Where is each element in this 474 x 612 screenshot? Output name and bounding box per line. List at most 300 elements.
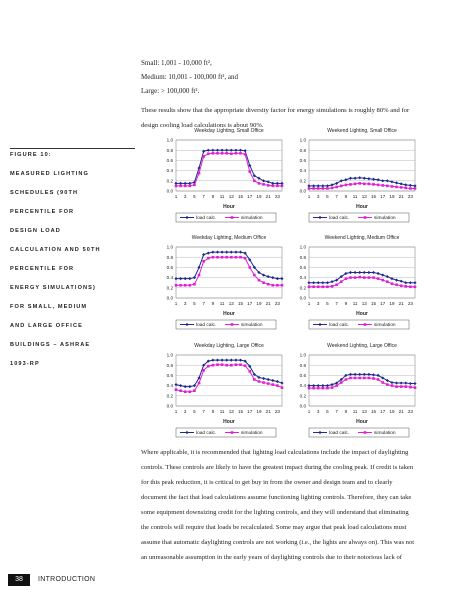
data-point-load-calc [230, 359, 233, 362]
x-tick-label: 1 [174, 194, 178, 199]
footer-section-label: INTRODUCTION [38, 576, 96, 583]
data-point-load-calc [409, 382, 412, 385]
x-tick-label: 17 [380, 194, 386, 199]
data-point-simulation [326, 285, 329, 288]
data-point-load-calc [367, 271, 370, 274]
legend-label: load calc. [329, 323, 350, 329]
size-class-large: Large: > 100,000 ft². [141, 87, 200, 95]
data-point-load-calc [220, 251, 223, 254]
data-point-simulation [404, 187, 407, 190]
x-tick-label: 15 [237, 301, 244, 306]
data-point-load-calc [267, 378, 270, 381]
data-point-simulation [335, 283, 338, 286]
y-tick-label: 0.4 [299, 383, 306, 389]
data-point-simulation [326, 187, 329, 190]
chart-title: Weekday Lighting, Large Office [194, 343, 264, 349]
data-point-simulation [400, 284, 403, 287]
series-line-load-calc [176, 150, 282, 183]
data-point-simulation [271, 284, 274, 287]
x-tick-label: 19 [389, 301, 395, 306]
x-tick-label: 11 [352, 409, 358, 414]
data-point-load-calc [367, 177, 370, 180]
data-point-simulation [322, 285, 325, 288]
series-line-simulation [176, 365, 282, 392]
x-tick-label: 1 [307, 194, 311, 199]
data-point-simulation [322, 187, 325, 190]
x-tick-label: 17 [247, 409, 253, 414]
data-point-simulation [326, 387, 329, 390]
data-point-simulation [179, 185, 182, 188]
data-point-load-calc [216, 359, 219, 362]
caption-line: CALCULATION AND 50TH [10, 247, 101, 253]
x-tick-label: 17 [247, 194, 253, 199]
data-point-load-calc [413, 184, 416, 187]
data-point-simulation [386, 185, 389, 188]
data-point-simulation [207, 257, 210, 260]
y-tick-label: 0.0 [299, 295, 306, 301]
closing-line: assume that automatic daylighting controls are not working (i.e., the lights are always on). This was not [141, 539, 415, 546]
data-point-simulation [368, 183, 371, 186]
x-tick-label: 5 [193, 409, 196, 414]
closing-line: controls. These controls are likely to have the greatest impact during the cooling peak. If credit is taken [141, 464, 414, 471]
x-tick-label: 9 [344, 301, 348, 306]
y-tick-label: 0.4 [166, 168, 173, 174]
data-point-simulation [184, 284, 187, 287]
data-point-simulation [225, 364, 228, 367]
y-tick-label: 0.6 [166, 158, 173, 163]
data-point-simulation [221, 256, 224, 259]
data-point-simulation [193, 184, 196, 187]
data-point-simulation [258, 279, 261, 282]
data-point-simulation [221, 152, 224, 155]
y-tick-label: 1.0 [299, 352, 306, 358]
data-point-simulation [386, 280, 389, 283]
data-point-load-calc [234, 359, 237, 362]
y-tick-label: 0.8 [299, 362, 306, 368]
data-point-simulation [409, 285, 412, 288]
y-tick-label: 0.4 [166, 383, 173, 389]
x-tick-label: 15 [370, 194, 377, 199]
chart-title: Weekend Lighting, Small Office [327, 128, 397, 134]
x-tick-label: 11 [352, 194, 358, 199]
data-point-simulation [354, 377, 357, 380]
x-tick-label: 15 [370, 301, 377, 306]
data-point-simulation [308, 187, 311, 190]
data-point-load-calc [225, 251, 228, 254]
data-point-simulation [340, 280, 343, 283]
data-point-simulation [340, 185, 343, 188]
data-point-simulation [391, 282, 394, 285]
x-tick-label: 7 [335, 409, 338, 414]
data-point-simulation [216, 363, 219, 366]
data-point-load-calc [312, 184, 315, 187]
data-point-simulation [409, 187, 412, 190]
data-point-load-calc [321, 184, 324, 187]
data-point-load-calc [413, 281, 416, 284]
data-point-simulation [400, 186, 403, 189]
y-tick-label: 0.0 [166, 295, 173, 301]
data-point-simulation [235, 363, 238, 366]
data-point-simulation [281, 284, 284, 287]
y-tick-label: 1.0 [166, 137, 173, 143]
data-point-simulation [212, 256, 215, 259]
data-point-load-calc [307, 184, 310, 187]
data-point-load-calc [363, 177, 366, 180]
data-point-load-calc [330, 280, 333, 283]
caption-line: 1093-RP [10, 361, 40, 367]
data-point-simulation [358, 377, 361, 380]
y-tick-label: 0.8 [166, 147, 173, 153]
x-tick-label: 23 [407, 194, 413, 199]
x-tick-label: 21 [398, 301, 404, 306]
y-tick-label: 0.0 [299, 403, 306, 409]
data-point-simulation [345, 277, 348, 280]
x-tick-label: 21 [265, 409, 271, 414]
data-point-load-calc [326, 281, 329, 284]
x-tick-label: 7 [202, 409, 205, 414]
series-line-load-calc [309, 374, 415, 385]
data-point-simulation [331, 285, 334, 288]
x-tick-label: 13 [228, 194, 234, 199]
x-tick-label: 15 [237, 194, 244, 199]
y-tick-label: 0.6 [166, 265, 173, 270]
y-tick-label: 0.2 [166, 393, 173, 399]
series-line-simulation [309, 277, 415, 287]
data-point-simulation [230, 364, 233, 367]
chart-title: Weekday Lighting, Small Office [194, 128, 264, 134]
data-point-load-calc [239, 149, 242, 152]
y-tick-label: 0.2 [299, 285, 306, 291]
y-tick-label: 0.8 [166, 362, 173, 368]
closing-line: an unreasonable assumption in the early years of daylighting controls due to their notorious lack of [141, 554, 402, 561]
data-point-load-calc [174, 182, 177, 185]
y-tick-label: 0.6 [299, 158, 306, 163]
x-tick-label: 1 [174, 409, 178, 414]
caption-line: FIGURE 10: [10, 152, 52, 158]
data-point-simulation [395, 385, 398, 388]
x-tick-label: 9 [211, 409, 215, 414]
data-point-simulation [381, 381, 384, 384]
data-point-simulation [391, 185, 394, 188]
data-point-simulation [349, 183, 352, 186]
data-point-load-calc [280, 381, 283, 384]
data-point-load-calc [230, 149, 233, 152]
data-point-load-calc [202, 253, 205, 256]
data-point-simulation [267, 184, 270, 187]
data-point-load-calc [409, 281, 412, 284]
data-point-simulation [253, 378, 256, 381]
x-tick-label: 13 [228, 301, 234, 306]
data-point-simulation [354, 276, 357, 279]
chart-weekday-small-office [160, 125, 285, 225]
data-point-load-calc [312, 384, 315, 387]
data-point-simulation [358, 276, 361, 279]
data-point-simulation [193, 389, 196, 392]
data-point-load-calc [395, 381, 398, 384]
x-tick-label: 21 [265, 301, 271, 306]
data-point-simulation [239, 256, 242, 259]
x-tick-label: 23 [274, 301, 280, 306]
data-point-simulation [267, 283, 270, 286]
data-point-simulation [281, 386, 284, 389]
y-tick-label: 1.0 [299, 137, 306, 143]
size-class-small: Small: 1,001 - 10,000 ft², [141, 59, 212, 67]
x-tick-label: 7 [335, 301, 338, 306]
data-point-simulation [308, 285, 311, 288]
x-tick-label: 3 [316, 409, 320, 414]
data-point-simulation [175, 388, 178, 391]
chart-svg [160, 340, 285, 440]
data-point-simulation [230, 256, 233, 259]
closing-line: document the fact that load calculations assume functioning lighting controls. Therefore, they can take [141, 494, 412, 501]
x-tick-label: 21 [398, 194, 404, 199]
data-point-load-calc [220, 149, 223, 152]
data-point-simulation [409, 386, 412, 389]
chart-title: Weekday Lighting, Medium Office [191, 235, 267, 241]
y-tick-label: 0.6 [166, 373, 173, 378]
data-point-load-calc [400, 381, 403, 384]
data-point-simulation [317, 285, 320, 288]
chart-weekend-medium-office [293, 232, 418, 332]
x-tick-label: 1 [307, 409, 311, 414]
x-tick-label: 19 [389, 409, 395, 414]
chart-weekend-large-office [293, 340, 418, 440]
data-point-load-calc [349, 271, 352, 274]
data-point-load-calc [211, 251, 214, 254]
data-point-load-calc [400, 182, 403, 185]
data-point-load-calc [225, 359, 228, 362]
chart-weekday-medium-office [160, 232, 285, 332]
data-point-simulation [281, 185, 284, 188]
data-point-load-calc [386, 179, 389, 182]
legend-label: simulation [374, 323, 396, 329]
data-point-simulation [253, 274, 256, 277]
data-point-simulation [202, 260, 205, 263]
y-tick-label: 0.2 [166, 285, 173, 291]
y-tick-label: 0.6 [299, 265, 306, 270]
x-tick-label: 3 [183, 301, 187, 306]
data-point-load-calc [330, 183, 333, 186]
y-tick-label: 0.6 [299, 373, 306, 378]
data-point-load-calc [184, 182, 187, 185]
data-point-simulation [184, 185, 187, 188]
data-point-load-calc [211, 359, 214, 362]
data-point-load-calc [395, 279, 398, 282]
data-point-simulation [317, 387, 320, 390]
caption-line: BUILDINGS – ASHRAE [10, 342, 91, 348]
data-point-load-calc [307, 384, 310, 387]
y-tick-label: 0.2 [166, 178, 173, 184]
data-point-simulation [377, 378, 380, 381]
data-point-simulation [235, 256, 238, 259]
data-point-simulation [198, 274, 201, 277]
data-point-simulation [340, 381, 343, 384]
data-point-simulation [414, 187, 417, 190]
caption-line: FOR SMALL, MEDIUM [10, 304, 88, 310]
chart-title: Weekend Lighting, Medium Office [324, 235, 400, 241]
data-point-load-calc [404, 281, 407, 284]
y-tick-label: 1.0 [166, 244, 173, 250]
x-tick-label: 1 [307, 301, 311, 306]
data-point-simulation [248, 370, 251, 373]
data-point-simulation [198, 382, 201, 385]
legend-label: simulation [374, 216, 396, 222]
data-point-simulation [317, 187, 320, 190]
y-tick-label: 0.0 [299, 188, 306, 194]
data-point-load-calc [326, 384, 329, 387]
data-point-load-calc [413, 382, 416, 385]
data-point-simulation [395, 186, 398, 189]
data-point-simulation [395, 283, 398, 286]
x-axis-label: Hour [223, 204, 235, 210]
x-tick-label: 9 [344, 409, 348, 414]
x-tick-label: 21 [265, 194, 271, 199]
data-point-load-calc [276, 380, 279, 383]
data-point-simulation [262, 183, 265, 186]
data-point-simulation [262, 281, 265, 284]
chart-svg [293, 232, 418, 332]
data-point-simulation [253, 180, 256, 183]
data-point-simulation [312, 387, 315, 390]
x-tick-label: 7 [202, 301, 205, 306]
data-point-simulation [175, 284, 178, 287]
data-point-load-calc [400, 280, 403, 283]
data-point-simulation [335, 186, 338, 189]
data-point-load-calc [409, 184, 412, 187]
y-tick-label: 0.0 [166, 188, 173, 194]
y-tick-label: 0.4 [166, 275, 173, 281]
data-point-load-calc [317, 384, 320, 387]
x-tick-label: 23 [274, 194, 280, 199]
data-point-simulation [258, 182, 261, 185]
data-point-simulation [193, 283, 196, 286]
data-point-simulation [230, 152, 233, 155]
x-tick-label: 5 [193, 301, 196, 306]
data-point-simulation [258, 380, 261, 383]
data-point-load-calc [179, 384, 182, 387]
data-point-simulation [372, 377, 375, 380]
x-tick-label: 15 [370, 409, 377, 414]
data-point-simulation [312, 187, 315, 190]
x-tick-label: 9 [211, 194, 215, 199]
closing-line: the controls will require that loads be recalculated. Some may argue that peak load calculations must [141, 524, 407, 531]
legend-label: load calc. [329, 216, 350, 222]
data-point-simulation [179, 284, 182, 287]
data-point-load-calc [216, 251, 219, 254]
data-point-simulation [404, 285, 407, 288]
data-point-simulation [271, 185, 274, 188]
data-point-load-calc [230, 251, 233, 254]
closing-line: some equipment downsizing credit for the lighting controls, and they will understand that eliminating [141, 509, 409, 516]
data-point-load-calc [317, 184, 320, 187]
data-point-simulation [248, 266, 251, 269]
y-tick-label: 1.0 [299, 244, 306, 250]
data-point-load-calc [179, 182, 182, 185]
data-point-simulation [221, 363, 224, 366]
data-point-load-calc [381, 179, 384, 182]
legend-marker-simulation [364, 431, 367, 434]
x-tick-label: 11 [352, 301, 358, 306]
data-point-simulation [267, 382, 270, 385]
y-tick-label: 0.4 [299, 275, 306, 281]
data-point-load-calc [234, 149, 237, 152]
data-point-simulation [198, 172, 201, 175]
x-tick-label: 19 [389, 194, 395, 199]
y-tick-label: 0.2 [299, 393, 306, 399]
data-point-load-calc [381, 273, 384, 276]
x-tick-label: 9 [211, 301, 215, 306]
data-point-load-calc [307, 281, 310, 284]
legend-label: simulation [374, 431, 396, 437]
data-point-simulation [368, 276, 371, 279]
x-tick-label: 3 [183, 194, 187, 199]
x-axis-label: Hour [223, 419, 235, 425]
data-point-simulation [189, 390, 192, 393]
data-point-simulation [349, 276, 352, 279]
caption-line: SCHEDULES (90TH [10, 190, 79, 196]
data-point-simulation [372, 276, 375, 279]
data-point-simulation [322, 387, 325, 390]
data-point-load-calc [197, 266, 200, 269]
x-tick-label: 3 [316, 194, 320, 199]
closing-line: for this peak reduction, it is critical to get buy in from the owner and design team and to clearly [141, 479, 393, 486]
data-point-simulation [377, 184, 380, 187]
x-tick-label: 23 [407, 409, 413, 414]
series-line-simulation [176, 257, 282, 285]
x-tick-label: 23 [274, 409, 280, 414]
x-tick-label: 5 [193, 194, 196, 199]
data-point-simulation [381, 184, 384, 187]
caption-line: PERCENTILE FOR [10, 209, 75, 215]
data-point-load-calc [317, 281, 320, 284]
x-tick-label: 19 [256, 301, 262, 306]
x-tick-label: 13 [361, 409, 367, 414]
data-point-simulation [202, 369, 205, 372]
data-point-simulation [276, 284, 279, 287]
data-point-simulation [404, 385, 407, 388]
x-tick-label: 23 [407, 301, 413, 306]
data-point-load-calc [234, 251, 237, 254]
data-point-load-calc [225, 149, 228, 152]
x-tick-label: 13 [361, 301, 367, 306]
y-tick-label: 0.0 [166, 403, 173, 409]
data-point-simulation [239, 152, 242, 155]
data-point-load-calc [220, 359, 223, 362]
data-point-load-calc [312, 281, 315, 284]
legend-label: load calc. [196, 431, 217, 437]
y-tick-label: 0.8 [299, 254, 306, 260]
data-point-simulation [202, 155, 205, 158]
intro-line: These results show that the appropriate diversity factor for energy simulations is roughly 80% and for [141, 107, 410, 114]
data-point-load-calc [377, 272, 380, 275]
x-tick-label: 17 [380, 409, 386, 414]
chart-title: Weekend Lighting, Large Office [327, 343, 397, 349]
data-point-load-calc [321, 281, 324, 284]
series-line-load-calc [309, 178, 415, 186]
data-point-load-calc [211, 149, 214, 152]
caption-line: MEASURED LIGHTING [10, 171, 89, 177]
data-point-load-calc [321, 384, 324, 387]
x-tick-label: 9 [344, 194, 348, 199]
data-point-load-calc [353, 177, 356, 180]
data-point-simulation [189, 185, 192, 188]
size-class-medium: Medium: 10,001 - 100,000 ft², and [141, 73, 238, 81]
closing-paragraph [141, 445, 419, 565]
x-tick-label: 15 [237, 409, 244, 414]
data-point-load-calc [193, 276, 196, 279]
data-point-simulation [248, 170, 251, 173]
chart-weekday-large-office [160, 340, 285, 440]
